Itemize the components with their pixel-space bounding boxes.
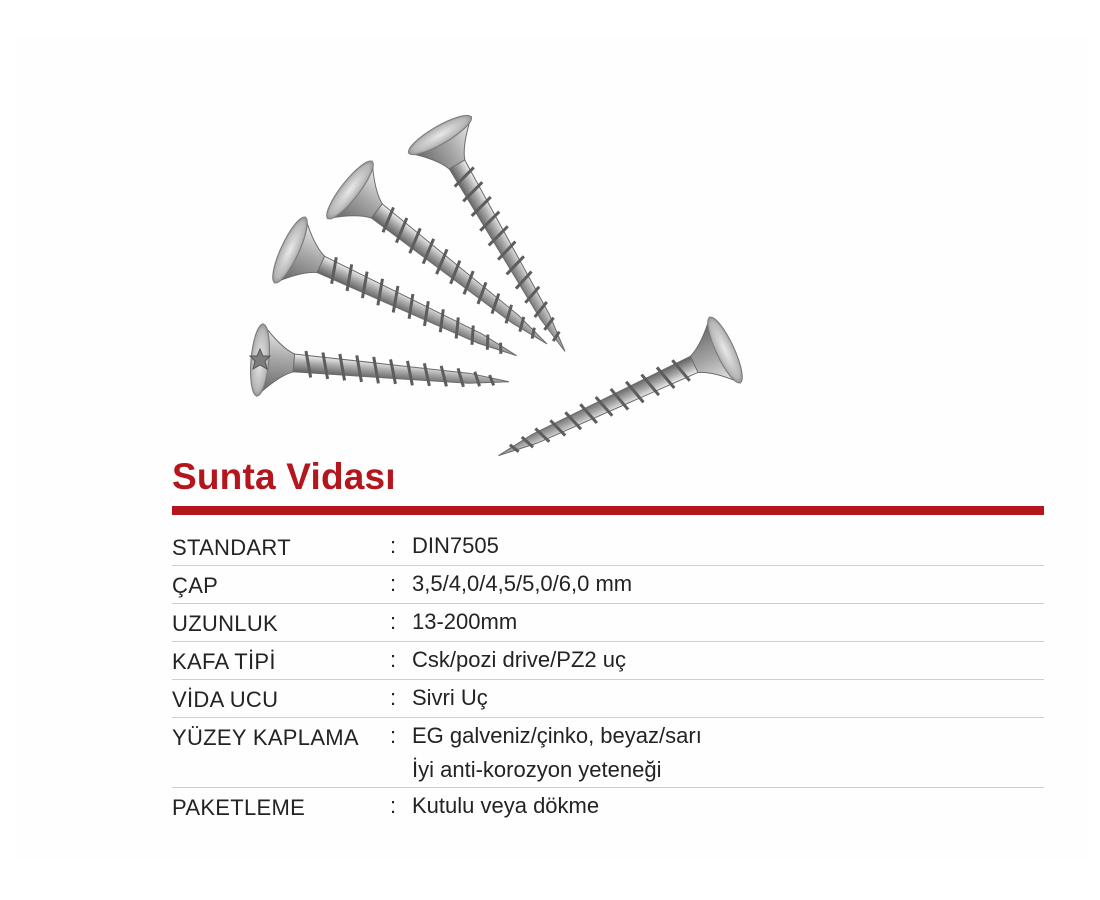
spec-row-kafa-tipi (172, 642, 1044, 680)
spec-value-line: İyi anti-korozyon yeteneği (412, 757, 662, 782)
spec-value (412, 680, 1044, 715)
spec-row-uzunluk (172, 604, 1044, 642)
spec-value (412, 566, 1044, 601)
spec-value-line: 3,5/4,0/4,5/5,0/6,0 mm (412, 571, 633, 596)
spec-label: ÇAP (172, 573, 219, 598)
spec-row-standart (172, 528, 1044, 566)
spec-colon: : (390, 609, 397, 634)
spec-colon: : (390, 685, 397, 710)
spec-row-paketleme (172, 788, 1044, 825)
spec-value-line: DIN7505 (412, 533, 499, 558)
spec-value (412, 604, 1044, 639)
spec-value (412, 718, 1044, 787)
spec-row-cap (172, 566, 1044, 604)
spec-table (172, 528, 1044, 825)
spec-value-line: Kutulu veya dökme (412, 793, 600, 818)
spec-colon: : (390, 533, 397, 558)
spec-label: YÜZEY KAPLAMA (172, 725, 359, 750)
title-divider (172, 506, 1044, 515)
spec-label: UZUNLUK (172, 611, 278, 636)
spec-label: PAKETLEME (172, 795, 306, 820)
spec-value (412, 642, 1044, 677)
spec-value-line: EG galveniz/çinko, beyaz/sarı (412, 723, 702, 748)
spec-colon: : (390, 571, 397, 596)
product-title: Sunta Vidası (172, 456, 396, 497)
spec-value-line: Sivri Uç (412, 685, 488, 710)
spec-row-yuzey-kaplama (172, 718, 1044, 788)
spec-label: KAFA TİPİ (172, 649, 276, 674)
spec-label: STANDART (172, 535, 291, 560)
spec-value (412, 528, 1044, 563)
spec-value-line: Csk/pozi drive/PZ2 uç (412, 647, 626, 672)
spec-colon: : (390, 647, 397, 672)
spec-colon: : (390, 723, 397, 748)
spec-value (412, 788, 1044, 823)
spec-row-vida-ucu (172, 680, 1044, 718)
screws-image (200, 100, 800, 470)
spec-value-line: 13-200mm (412, 609, 518, 634)
spec-label: VİDA UCU (172, 687, 279, 712)
spec-colon: : (390, 793, 397, 818)
